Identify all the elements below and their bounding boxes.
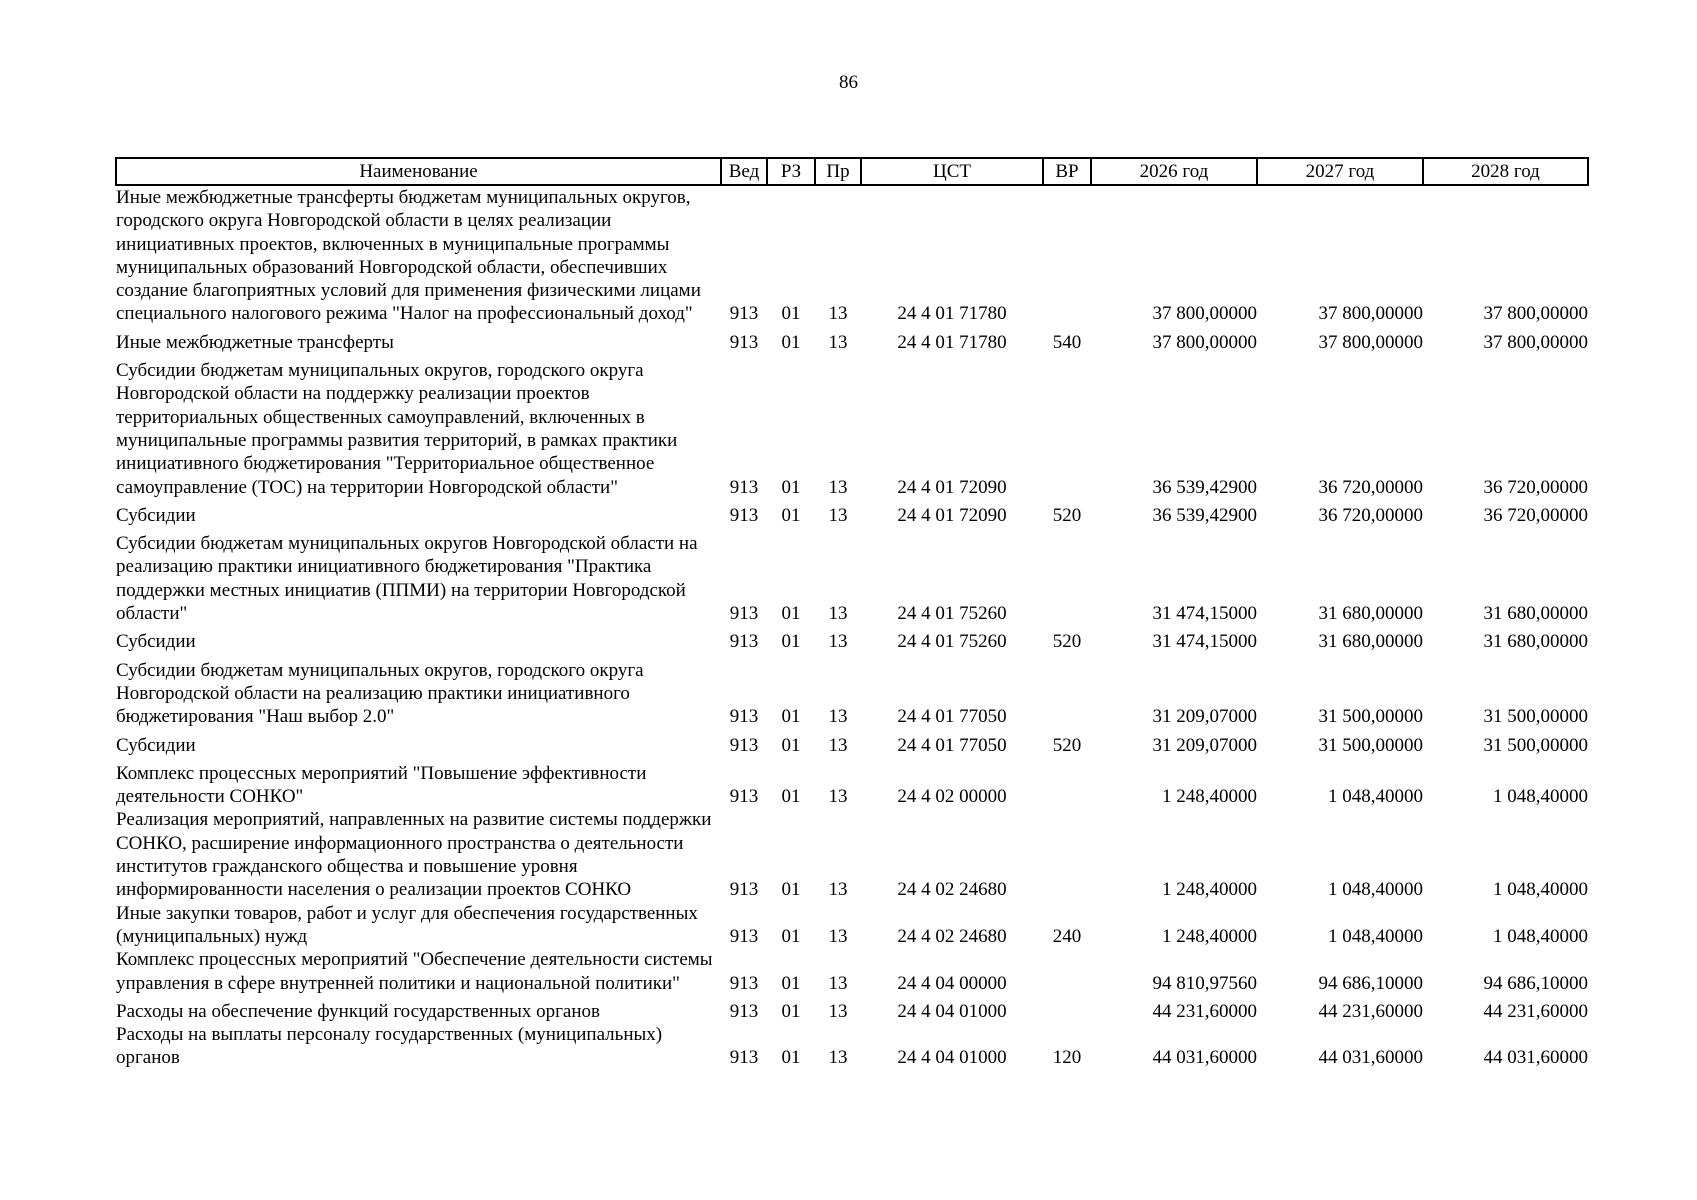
row-ved: 913 [729, 504, 759, 526]
row-2027: 44 231,60000 [1318, 1000, 1423, 1022]
row-rz: 01 [781, 925, 801, 947]
header-pr: Пр [815, 158, 861, 185]
row-2028: 1 048,40000 [1493, 786, 1588, 808]
row-rz: 01 [781, 303, 801, 325]
row-2028: 31 500,00000 [1483, 706, 1588, 728]
row-ved: 913 [729, 303, 759, 325]
table-row [116, 734, 1588, 762]
table-row [116, 185, 1588, 331]
row-cst: 24 4 01 77050 [897, 706, 1007, 728]
row-vr [1043, 532, 1091, 630]
row-pr: 13 [828, 925, 848, 947]
row-2027: 36 720,00000 [1318, 504, 1423, 526]
row-cst: 24 4 01 71780 [897, 303, 1007, 325]
row-2026: 37 800,00000 [1152, 303, 1257, 325]
row-ved: 913 [729, 476, 759, 498]
row-2028: 44 231,60000 [1483, 1000, 1588, 1022]
row-cst: 24 4 04 01000 [897, 1000, 1007, 1022]
budget-table [115, 157, 1589, 1070]
row-ved: 913 [729, 786, 759, 808]
row-2027: 1 048,40000 [1328, 786, 1423, 808]
row-vr: 520 [1052, 631, 1082, 653]
row-ved: 913 [729, 879, 759, 901]
row-ved: 913 [729, 631, 759, 653]
row-rz: 01 [781, 631, 801, 653]
row-rz: 01 [781, 972, 801, 994]
row-2026: 1 248,40000 [1162, 879, 1257, 901]
row-2027: 31 680,00000 [1318, 603, 1423, 625]
header-cst: ЦСТ [861, 158, 1043, 185]
row-rz: 01 [781, 706, 801, 728]
row-vr: 120 [1052, 1047, 1082, 1069]
row-pr: 13 [828, 331, 848, 353]
row-pr: 13 [828, 476, 848, 498]
row-name: Субсидии [116, 631, 196, 653]
row-rz: 01 [781, 504, 801, 526]
table-row [116, 359, 1588, 504]
row-2028: 36 720,00000 [1483, 504, 1588, 526]
table-row [116, 630, 1588, 658]
row-2026: 36 539,42900 [1152, 476, 1257, 498]
header-ved: Вед [721, 158, 767, 185]
header-2028: 2028 год [1423, 158, 1588, 185]
row-name: Субсидии бюджетам муниципальных округов Новгородской области на реализацию практики инициативного бюджетирования "Практика поддержки местных инициатив (ППМИ) на территории Новгородской области" [116, 533, 698, 625]
row-2026: 31 474,15000 [1152, 603, 1257, 625]
row-2027: 44 031,60000 [1318, 1047, 1423, 1069]
row-vr [1043, 1000, 1091, 1023]
row-2026: 44 231,60000 [1152, 1000, 1257, 1022]
table-row [116, 504, 1588, 532]
row-2027: 36 720,00000 [1318, 476, 1423, 498]
row-cst: 24 4 01 75260 [897, 603, 1007, 625]
row-name: Иные закупки товаров, работ и услуг для обеспечения государственных (муниципальных) нужд [116, 902, 698, 947]
row-2026: 31 209,07000 [1152, 706, 1257, 728]
row-vr [1043, 948, 1091, 1000]
row-2028: 31 680,00000 [1483, 603, 1588, 625]
row-2027: 1 048,40000 [1328, 879, 1423, 901]
page-number: 86 [839, 72, 858, 93]
table-row [116, 948, 1588, 1000]
row-vr: 240 [1052, 925, 1082, 947]
row-2028: 36 720,00000 [1483, 476, 1588, 498]
row-name: Расходы на обеспечение функций государственных органов [116, 1000, 600, 1022]
row-cst: 24 4 04 01000 [897, 1047, 1007, 1069]
row-ved: 913 [729, 734, 759, 756]
row-pr: 13 [828, 786, 848, 808]
table-row [116, 1000, 1588, 1023]
row-rz: 01 [781, 603, 801, 625]
row-vr [1043, 659, 1091, 734]
row-2028: 31 500,00000 [1483, 734, 1588, 756]
row-2027: 31 680,00000 [1318, 631, 1423, 653]
row-2027: 94 686,10000 [1318, 972, 1423, 994]
row-2026: 44 031,60000 [1152, 1047, 1257, 1069]
row-cst: 24 4 01 75260 [897, 631, 1007, 653]
row-vr [1043, 185, 1091, 331]
row-rz: 01 [781, 1047, 801, 1069]
row-vr: 520 [1052, 504, 1082, 526]
row-cst: 24 4 01 72090 [897, 504, 1007, 526]
row-2026: 31 474,15000 [1152, 631, 1257, 653]
row-2028: 1 048,40000 [1493, 879, 1588, 901]
row-ved: 913 [729, 925, 759, 947]
row-pr: 13 [828, 303, 848, 325]
row-pr: 13 [828, 631, 848, 653]
table-row [116, 1023, 1588, 1070]
header-name: Наименование [116, 158, 721, 185]
row-cst: 24 4 01 77050 [897, 734, 1007, 756]
row-name: Субсидии [116, 504, 196, 526]
row-ved: 913 [729, 1000, 759, 1022]
row-pr: 13 [828, 504, 848, 526]
row-2027: 31 500,00000 [1318, 734, 1423, 756]
row-rz: 01 [781, 734, 801, 756]
header-2026: 2026 год [1091, 158, 1257, 185]
row-name: Субсидии бюджетам муниципальных округов, городского округа Новгородской области на поддержку реализации проектов территориальных общественных самоуправлений, включенных в муниципальные программы развития территорий, в рамках практики инициативного бюджетирования "Территориальное общественное самоуправление (ТОС) на территории Новгородской области" [116, 360, 678, 498]
row-pr: 13 [828, 734, 848, 756]
row-ved: 913 [729, 972, 759, 994]
row-2028: 37 800,00000 [1483, 303, 1588, 325]
row-vr [1043, 808, 1091, 901]
header-2027: 2027 год [1257, 158, 1423, 185]
row-2028: 1 048,40000 [1493, 925, 1588, 947]
header-vr: ВР [1043, 158, 1091, 185]
row-pr: 13 [828, 706, 848, 728]
row-cst: 24 4 02 24680 [897, 925, 1007, 947]
row-cst: 24 4 02 00000 [897, 786, 1007, 808]
row-name: Иные межбюджетные трансферты бюджетам муниципальных округов, городского округа Новгородской области в целях реализации инициативных проектов, включенных в муниципальные программы муниципальных образований Новгородской области, обеспечивших создание благоприятных условий для применения физическими лицами специального налогового режима "Налог на профессиональный доход" [116, 187, 701, 325]
row-vr [1043, 762, 1091, 809]
row-rz: 01 [781, 879, 801, 901]
row-cst: 24 4 01 71780 [897, 331, 1007, 353]
row-pr: 13 [828, 1047, 848, 1069]
row-2026: 31 209,07000 [1152, 734, 1257, 756]
row-name: Комплекс процессных мероприятий "Обеспечение деятельности системы управления в сфере внутренней политики и национальной политики" [116, 949, 713, 994]
row-2026: 1 248,40000 [1162, 786, 1257, 808]
row-2028: 37 800,00000 [1483, 331, 1588, 353]
row-2028: 94 686,10000 [1483, 972, 1588, 994]
table-row [116, 659, 1588, 734]
row-2028: 31 680,00000 [1483, 631, 1588, 653]
row-2027: 1 048,40000 [1328, 925, 1423, 947]
table-row [116, 902, 1588, 949]
row-pr: 13 [828, 603, 848, 625]
row-ved: 913 [729, 706, 759, 728]
table-row [116, 532, 1588, 630]
row-2026: 94 810,97560 [1152, 972, 1257, 994]
row-name: Расходы на выплаты персоналу государственных (муниципальных) органов [116, 1024, 663, 1069]
row-name: Иные межбюджетные трансферты [116, 331, 394, 353]
row-name: Реализация мероприятий, направленных на развитие системы поддержки СОНКО, расширение информационного пространства о деятельности институтов гражданского общества и повышение уровня информированности населения о реализации проектов СОНКО [116, 809, 712, 901]
table-row [116, 762, 1588, 809]
table-header-row [116, 158, 1588, 185]
row-rz: 01 [781, 1000, 801, 1022]
row-ved: 913 [729, 1047, 759, 1069]
row-2028: 44 031,60000 [1483, 1047, 1588, 1069]
row-vr [1043, 359, 1091, 504]
row-pr: 13 [828, 879, 848, 901]
row-vr: 520 [1052, 734, 1082, 756]
table-row [116, 808, 1588, 901]
row-pr: 13 [828, 1000, 848, 1022]
table-row [116, 331, 1588, 359]
row-pr: 13 [828, 972, 848, 994]
row-cst: 24 4 02 24680 [897, 879, 1007, 901]
header-rz: РЗ [767, 158, 815, 185]
row-vr: 540 [1052, 331, 1082, 353]
row-cst: 24 4 01 72090 [897, 476, 1007, 498]
row-cst: 24 4 04 00000 [897, 972, 1007, 994]
row-name: Комплекс процессных мероприятий "Повышение эффективности деятельности СОНКО" [116, 762, 647, 808]
row-2027: 37 800,00000 [1318, 303, 1423, 325]
row-rz: 01 [781, 786, 801, 808]
row-ved: 913 [729, 331, 759, 353]
row-2027: 31 500,00000 [1318, 706, 1423, 728]
row-ved: 913 [729, 603, 759, 625]
row-name: Субсидии [116, 734, 196, 756]
row-rz: 01 [781, 331, 801, 353]
row-2027: 37 800,00000 [1318, 331, 1423, 353]
row-rz: 01 [781, 476, 801, 498]
row-2026: 1 248,40000 [1162, 925, 1257, 947]
row-2026: 37 800,00000 [1152, 331, 1257, 353]
row-2026: 36 539,42900 [1152, 504, 1257, 526]
row-name: Субсидии бюджетам муниципальных округов, городского округа Новгородской области на реализацию практики инициативного бюджетирования "Наш выбор 2.0" [116, 659, 644, 728]
